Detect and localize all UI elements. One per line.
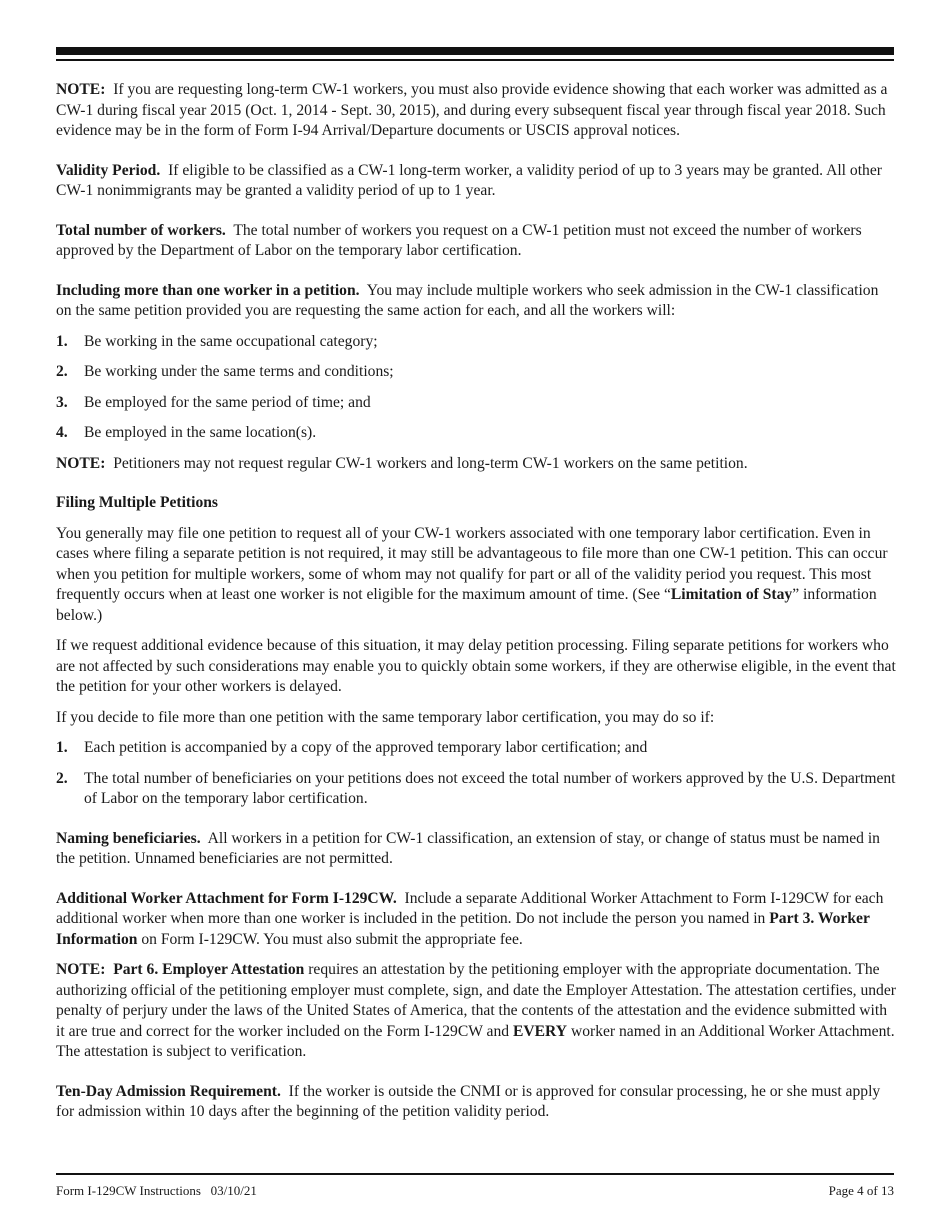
multiple-workers-heading: Including more than one worker in a petition. [56, 281, 360, 299]
validity-period [56, 161, 896, 202]
note-employer-attestation [56, 960, 896, 1063]
total-workers [56, 221, 896, 262]
list-item [56, 769, 896, 810]
list-text: Be employed for the same period of time; and [84, 393, 371, 411]
filing-multiple-heading [56, 493, 896, 514]
header-rule-thick [56, 47, 894, 55]
ten-day-admission [56, 1082, 896, 1123]
list-text: Be working under the same terms and conditions; [84, 363, 394, 380]
part6-ref: Part 6. Employer Attestation [113, 961, 305, 978]
part3-ref: Part 3. Worker Information [56, 910, 870, 948]
ten-day-text: If the worker is outside the CNMI or is approved for consular processing, he or she must apply for admission within 10 days after the beginning of the petition validity period. [56, 1082, 881, 1120]
list-text: Be employed in the same location(s). [84, 424, 317, 441]
para-text: Include a separate Additional Worker Attachment to Form I-129CW for each additional worker when more than one worker is included in the petition. Do not include the person you named in [56, 889, 884, 927]
footer-page-number: Page 4 of 13 [828, 1183, 894, 1198]
naming-beneficiaries [56, 829, 896, 870]
page-content [56, 80, 896, 1123]
para-text: on Form I-129CW. You must also submit the appropriate fee. [141, 930, 523, 948]
list-number: 2. [56, 363, 68, 380]
additional-worker-heading: Additional Worker Attachment for Form I-129CW. [56, 889, 397, 907]
list-number: 4. [56, 424, 68, 441]
list-item [56, 393, 896, 414]
list-item [56, 332, 896, 353]
list-number: 1. [56, 739, 68, 756]
list-number: 1. [56, 332, 68, 350]
validity-heading: Validity Period. [56, 161, 161, 179]
note-text: If you are requesting long-term CW-1 workers, you must also provide evidence showing that each worker was admitted as a CW-1 during fiscal year 2015 (Oct. 1, 2014 - Sept. 30, 2015), and during every subsequent fiscal year through fiscal year 2018. Such evidence may be in the form of Form I-94 Arrival/Departure documents or USCIS approval notices. [56, 81, 888, 139]
validity-text: If eligible to be classified as a CW-1 long-term worker, a validity period of up to 3 years may be granted. All other CW-1 nonimmigrants may be granted a validity period of up to 1 year. [56, 161, 882, 199]
filing-multiple-para3: If you decide to file more than one petition with the same temporary labor certification, you may do so if: [56, 708, 715, 726]
header-rule-thin [56, 59, 894, 61]
additional-worker-attachment [56, 889, 896, 951]
every-emphasis: EVERY [512, 1022, 568, 1040]
limitation-of-stay-ref: Limitation of Stay [670, 586, 793, 603]
total-workers-text: The total number of workers you request on a CW-1 petition must not exceed the number of workers approved by the Department of Labor on the temporary labor certification. [56, 221, 862, 259]
filing-multiple-para2: If we request additional evidence because of this situation, it may delay petition processing. Filing separate petitions for workers who are not affected by such considerations may enable you to quickly obtain some workers, if they are otherwise eligible, in the event that the petition for your other workers is delayed. [56, 637, 896, 695]
section-heading: Filing Multiple Petitions [56, 494, 218, 511]
para-text: You generally may file one petition to request all of your CW-1 workers associated with one temporary labor certification. Even in cases where filing a separate petition is not required, it may still be advantageous to file more than one CW-1 petition. This can occur when you petition for multiple workers, some of whom may not qualify for part or all of the validity period you request. This most frequently occurs when at least one worker is not eligible for the maximum amount of time. (See “ [56, 524, 888, 603]
note-text: Petitioners may not request regular CW-1 workers and long-term CW-1 workers on the same petition. [113, 454, 748, 472]
naming-heading: Naming beneficiaries. [56, 829, 201, 847]
list-item [56, 738, 896, 759]
naming-text: All workers in a petition for CW-1 classification, an extension of stay, or change of status must be named in the petition. Unnamed beneficiaries are not permitted. [56, 829, 880, 867]
note-label: NOTE: [56, 454, 106, 472]
note-same-petition [56, 454, 896, 475]
para-text: requires an attestation by the petitioning employer with the appropriate documentation. The authorizing official of the petitioning employer must complete, sign, and date the Employer Attestation. The attestation certifies, under penalty of perjury under the laws of the United States of America, that the contents of the attestation and the evidence submitted with it are true and correct for the worker included on the Form I-129CW and [56, 961, 896, 1040]
list-item [56, 423, 896, 444]
list-item [56, 362, 896, 383]
para-text: worker named in an Additional Worker Attachment. The attestation is subject to verification. [56, 1022, 895, 1060]
list-number: 3. [56, 393, 68, 411]
note-long-term-evidence [56, 80, 896, 142]
ten-day-heading: Ten-Day Admission Requirement. [56, 1082, 281, 1100]
list-number: 2. [56, 769, 68, 787]
multiple-workers [56, 281, 896, 322]
list-text: Each petition is accompanied by a copy of the approved temporary labor certification; and [84, 739, 648, 756]
footer-rule [56, 1173, 894, 1175]
list-text: Be working in the same occupational category; [84, 332, 378, 350]
filing-multiple-para1 [56, 524, 896, 627]
note-label: NOTE: [56, 961, 106, 978]
page-footer [56, 1183, 894, 1199]
note-label: NOTE: [56, 81, 106, 98]
total-workers-heading: Total number of workers. [56, 221, 226, 239]
list-text: The total number of beneficiaries on your petitions does not exceed the total number of workers approved by the U.S. Department of Labor on the temporary labor certification. [84, 769, 896, 807]
footer-form-id: Form I-129CW Instructions 03/10/21 [56, 1183, 257, 1198]
multiple-workers-text: You may include multiple workers who seek admission in the CW-1 classification on the same petition provided you are requesting the same action for each, and all the workers will: [56, 281, 879, 319]
para-text: ” information below.) [56, 586, 877, 624]
